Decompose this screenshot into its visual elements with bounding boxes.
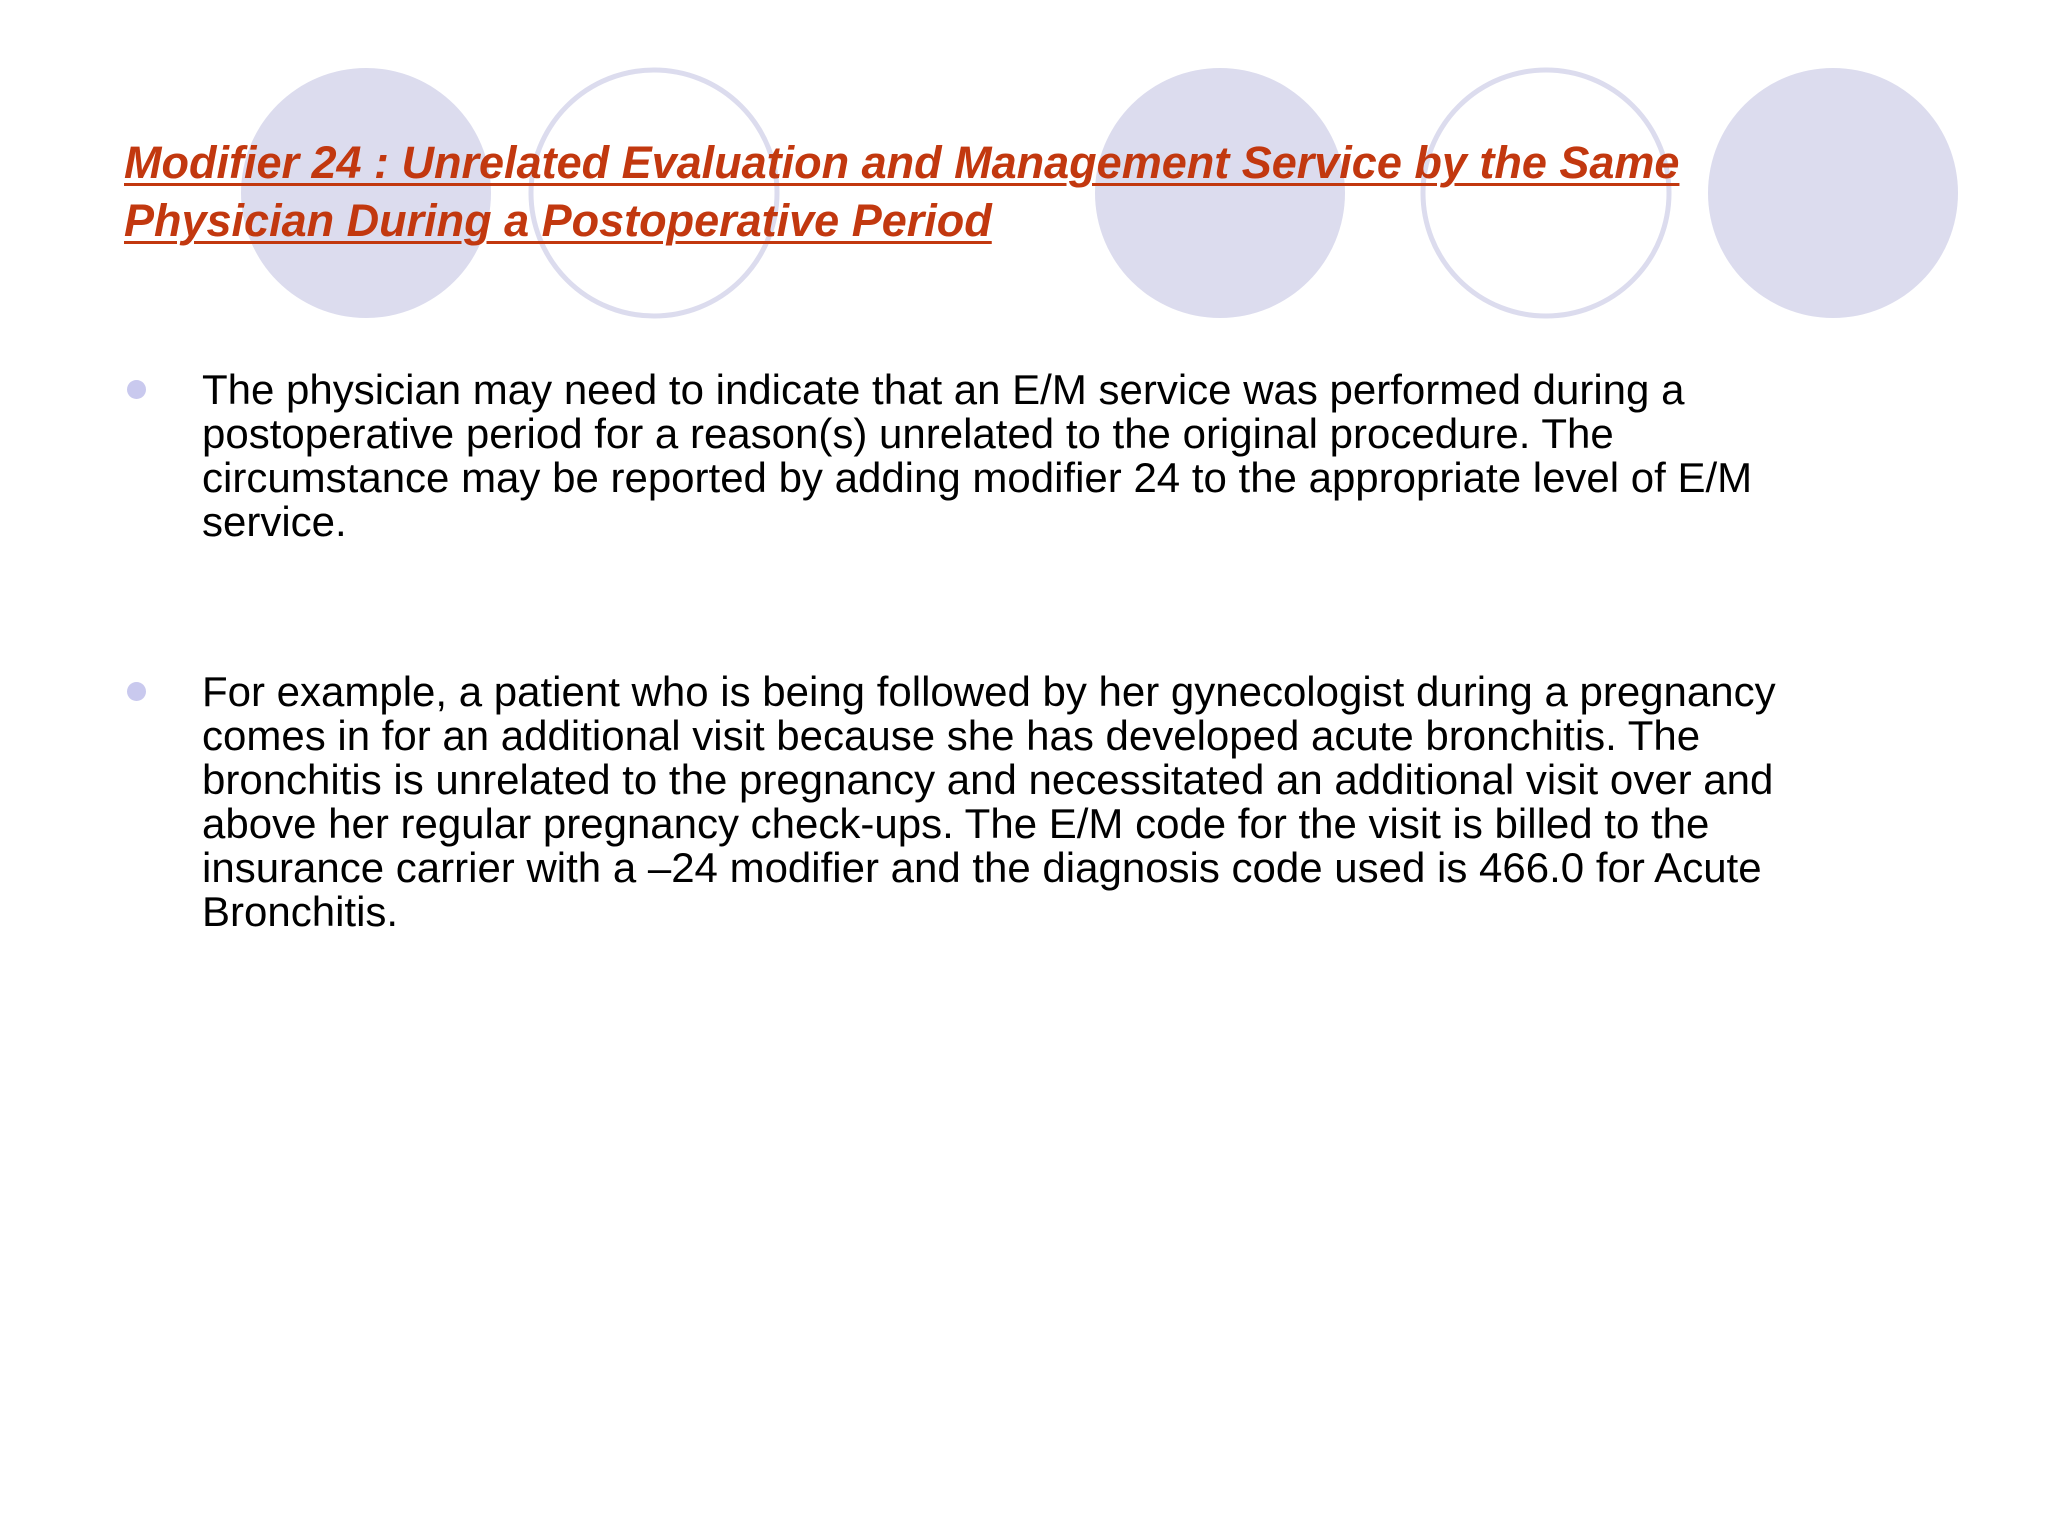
bullet-line: above her regular pregnancy check-ups. The E/M code for the visit is billed to the (202, 800, 1710, 847)
bullet-line: circumstance may be reported by adding modifier 24 to the appropriate level of E/M (202, 454, 1753, 501)
slide-title-line-2: Physician During a Postoperative Period (124, 195, 992, 246)
bullet-dot-icon (127, 380, 146, 399)
bullet-text (202, 670, 1982, 934)
bullet-text (202, 368, 1982, 544)
bullet-line: postoperative period for a reason(s) unrelated to the original procedure. The (202, 410, 1614, 457)
bullet-dot-icon (127, 682, 146, 701)
bullet-line: Bronchitis. (202, 888, 399, 935)
bullet-line: insurance carrier with a –24 modifier and the diagnosis code used is 466.0 for Acute (202, 844, 1762, 891)
bullet-line: service. (202, 498, 347, 545)
bullet-line: For example, a patient who is being followed by her gynecologist during a pregnancy (202, 668, 1776, 715)
slide-title-line-1: Modifier 24 : Unrelated Evaluation and Management Service by the Same (124, 137, 1680, 188)
slide-title (124, 134, 1904, 250)
bullet-line: bronchitis is unrelated to the pregnancy and necessitated an additional visit over and (202, 756, 1774, 803)
bullet-line: The physician may need to indicate that an E/M service was performed during a (202, 366, 1685, 413)
bullet-line: comes in for an additional visit because she has developed acute bronchitis. The (202, 712, 1701, 759)
bullet-list (0, 366, 2048, 935)
